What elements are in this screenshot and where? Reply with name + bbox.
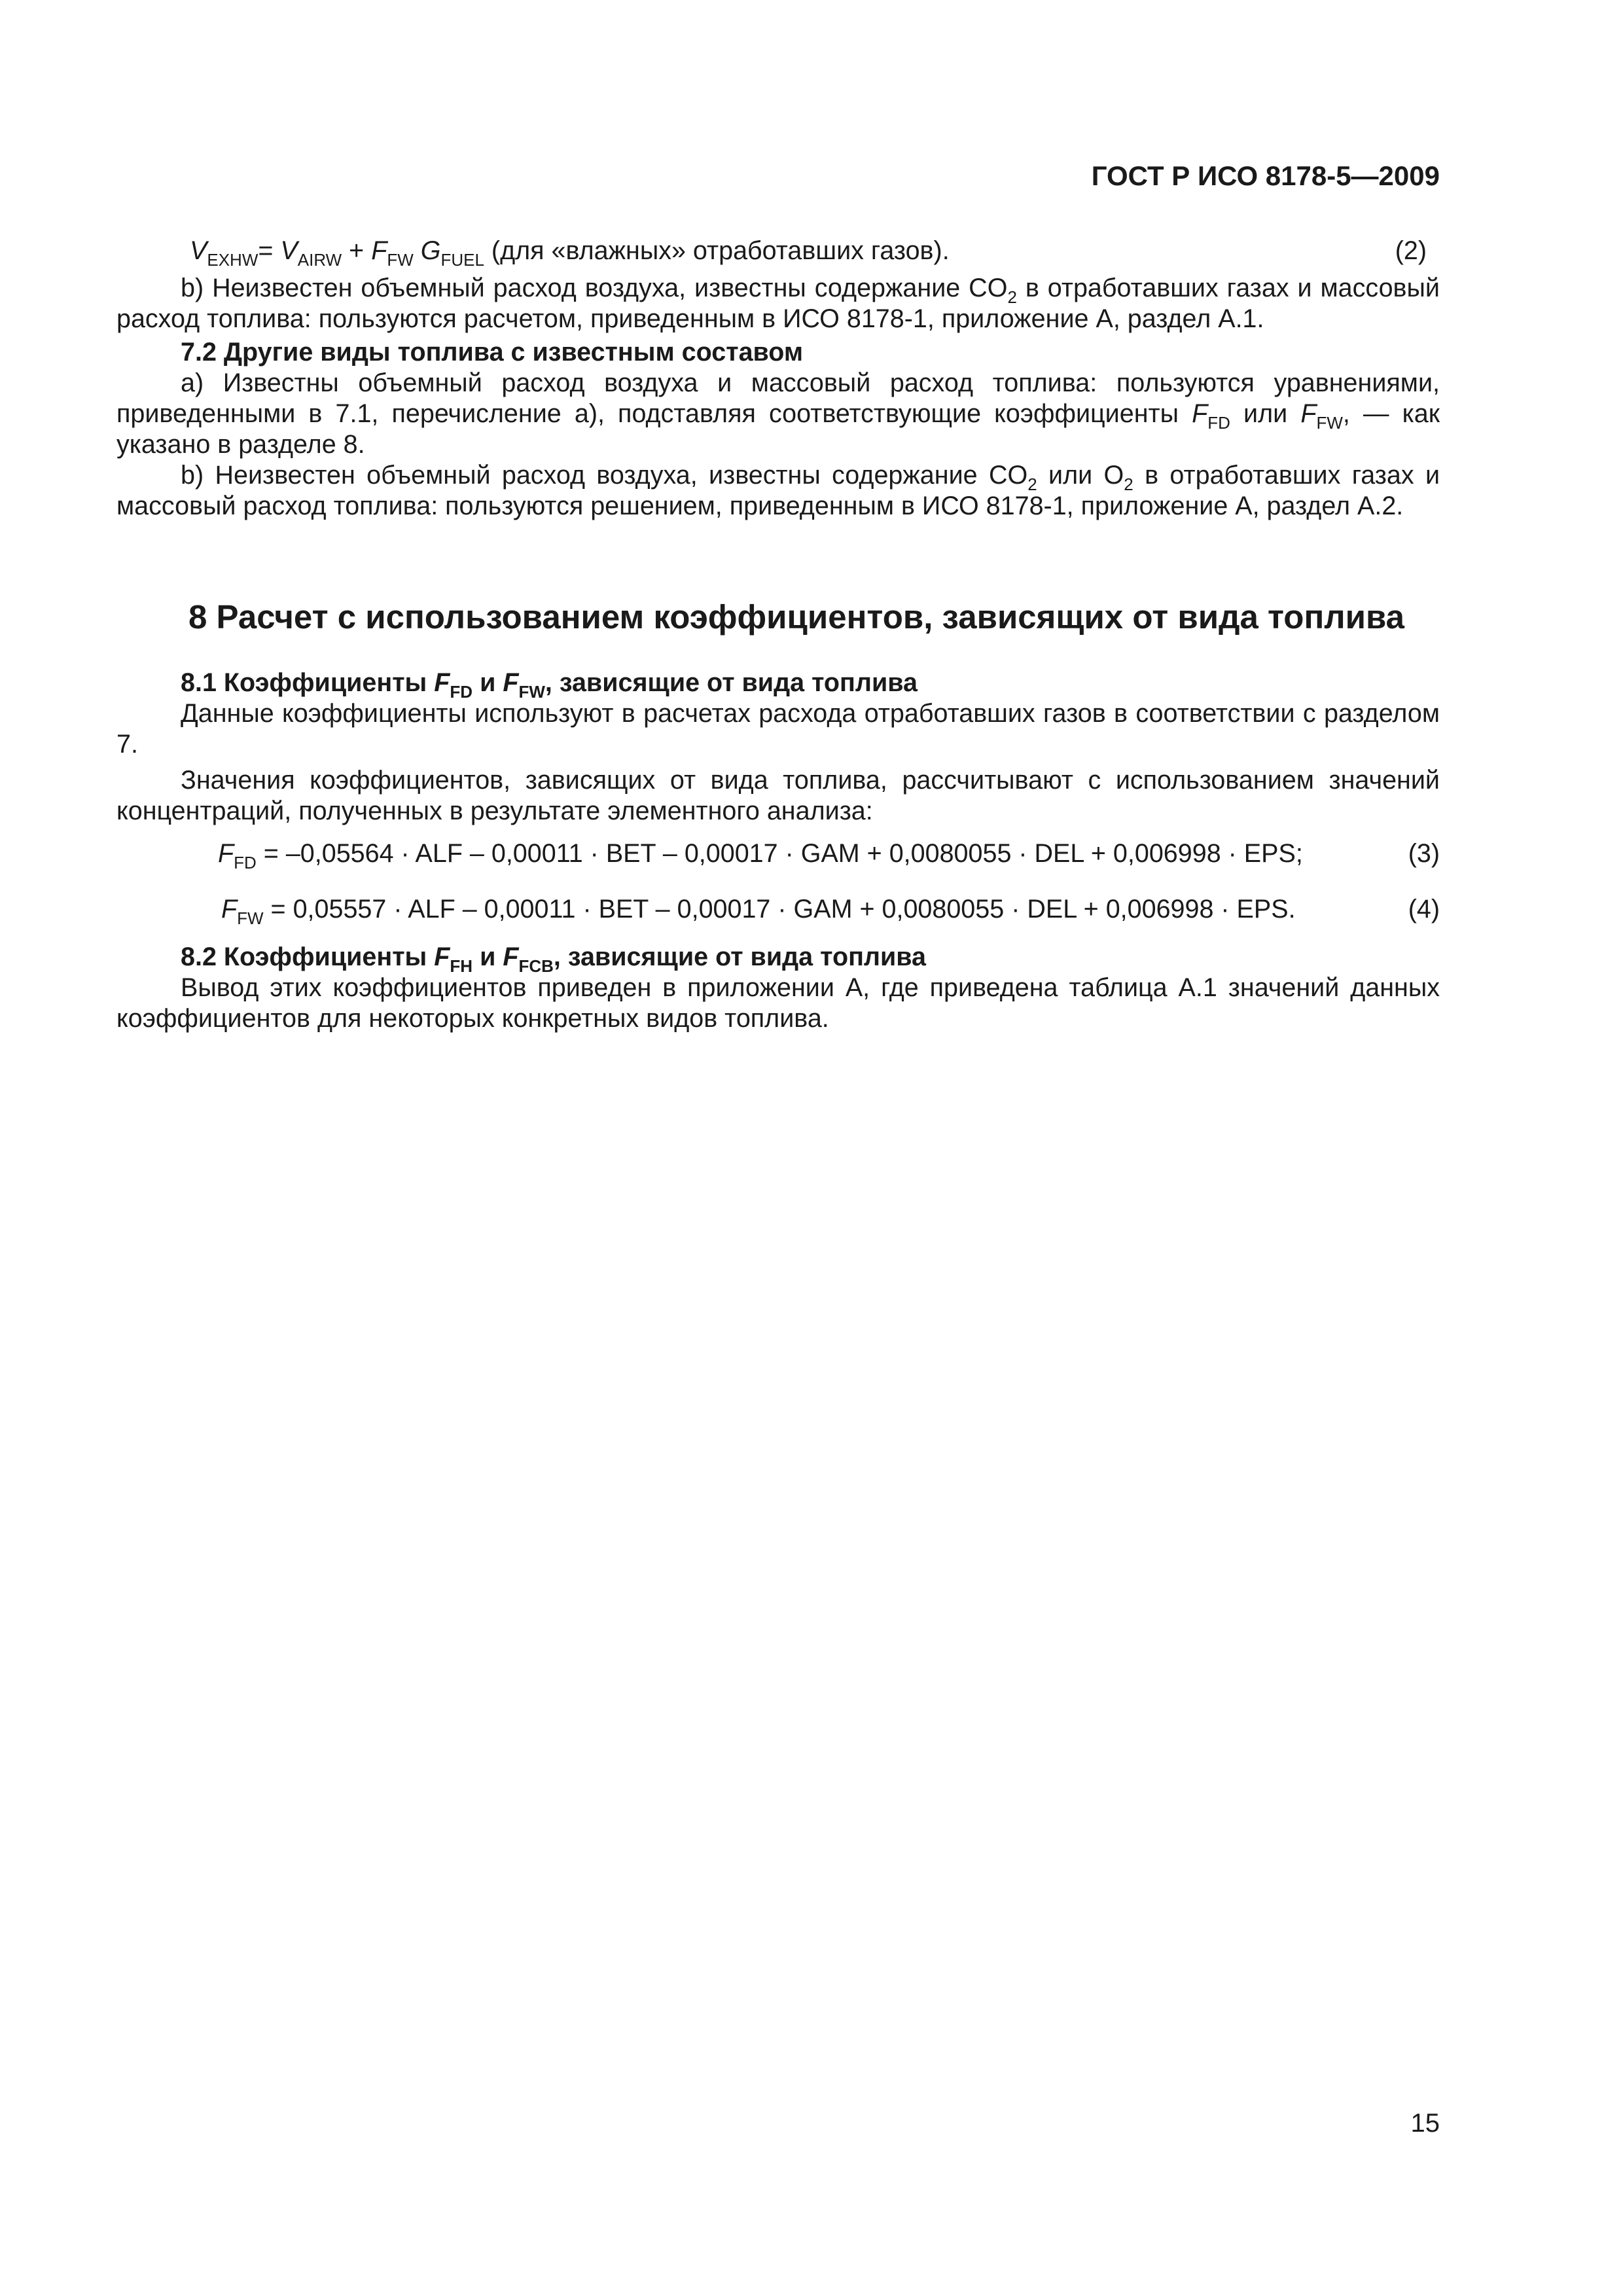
eq2-f-sub: FW	[387, 250, 414, 270]
page-number: 15	[1410, 2109, 1440, 2138]
para-b2-sub2: 2	[1124, 475, 1133, 494]
section-8-heading: 8 Расчет с использованием коэффициентов, зависящих от вида топлива	[188, 598, 1405, 636]
eq2-g: G	[413, 236, 441, 265]
eq2-v: V	[190, 236, 207, 265]
para-b2-sub1: 2	[1027, 475, 1037, 494]
sec81-f1: F	[434, 668, 450, 697]
eq2-number: (2)	[1395, 236, 1427, 265]
sec81-f2: F	[503, 668, 519, 697]
paragraph-8-1-usage: Данные коэффициенты используют в расчетах расхода отработавших газов в соответствии с разделом 7.	[116, 699, 1440, 759]
sec81-text2: , зависящие от вида топлива	[544, 668, 918, 697]
para-a2-f2-sub: FW	[1316, 413, 1343, 433]
eq2-v2: V	[280, 236, 298, 265]
para-a2-mid: или	[1230, 399, 1301, 428]
para-b2-text1: b) Неизвестен объемный расход воздуха, известны содержание CO	[181, 461, 1028, 490]
equation-2	[116, 236, 1440, 270]
eq2-text: (для «влажных» отработавших газов).	[484, 236, 950, 265]
section-7-2-heading: 7.2 Другие виды топлива с известным составом	[181, 338, 804, 367]
sec81-mid: и	[473, 668, 503, 697]
paragraph-8-2: Вывод этих коэффициентов приведен в приложении А, где приведена таблица А.1 значений данных коэффициентов для некоторых конкретных видов топлива.	[116, 973, 1440, 1033]
paragraph-b-o2	[116, 460, 1440, 522]
sec82-text1: 8.2 Коэффициенты	[181, 942, 435, 971]
eq3-text: = –0,05564 · ALF – 0,00011 · BET – 0,00017 · GAM + 0,0080055 · DEL + 0,006998 · EPS;	[256, 839, 1303, 868]
eq2-plus: +	[342, 236, 372, 265]
section-8-1-heading	[116, 668, 1440, 702]
para-b1-sub: 2	[1007, 287, 1017, 307]
eq4-text: = 0,05557 · ALF – 0,00011 · BET – 0,00017 · GAM + 0,0080055 · DEL + 0,006998 · EPS.	[263, 895, 1296, 924]
eq2-f: F	[371, 236, 387, 265]
sec82-f2-sub: FCB	[518, 956, 554, 976]
eq2-equals: =	[258, 236, 281, 265]
sec82-mid: и	[473, 942, 503, 971]
section-8-body	[116, 668, 1440, 1034]
para-a2-text2: , — как указано в разделе 8.	[116, 399, 1440, 459]
para-a2-f1: F	[1192, 399, 1208, 428]
equation-4	[116, 894, 1440, 928]
paragraph-8-1-values: Значения коэффициентов, зависящих от вида топлива, рассчитывают с использованием значений концентраций, полученных в результате элементного анализа:	[116, 766, 1440, 825]
eq3-f: F	[218, 839, 234, 868]
para-a2-f1-sub: FD	[1207, 413, 1230, 433]
paragraph-b-co2	[116, 273, 1440, 334]
para-b2-text3: в отработавших газах и массовый расход топлива: пользуются решением, приведенным в ИСО 8178-1, приложение А, раздел А.2.	[116, 461, 1440, 520]
para-b2-text2: или O	[1037, 461, 1124, 490]
sec81-f1-sub: FD	[450, 682, 473, 702]
sec82-text2: , зависящие от вида топлива	[553, 942, 927, 971]
sec82-f1: F	[434, 942, 450, 971]
sec82-f1-sub: FH	[450, 956, 473, 976]
eq3-f-sub: FD	[234, 853, 257, 872]
para-a2-text1: а) Известны объемный расход воздуха и массовый расход топлива: пользуются уравнениями, приведенными в 7.1, перечисление а), подставляя соответствующие коэффициенты	[116, 368, 1440, 428]
sec81-text1: 8.1 Коэффициенты	[181, 668, 435, 697]
eq2-v-sub: EXHW	[207, 250, 259, 270]
eq4-f-sub: FW	[237, 908, 264, 928]
section-7-continuation	[116, 236, 1440, 522]
eq2-g-sub: FUEL	[440, 250, 484, 270]
section-8-2-heading	[116, 942, 1440, 976]
paragraph-a-fuel	[116, 368, 1440, 460]
equation-3	[116, 838, 1440, 872]
sec81-f2-sub: FW	[518, 682, 545, 702]
eq4-number: (4)	[1408, 895, 1440, 924]
eq4-f: F	[221, 895, 238, 924]
para-b1-text1: b) Неизвестен объемный расход воздуха, известны содержание CO	[181, 274, 1008, 302]
eq3-number: (3)	[1408, 839, 1440, 868]
sec82-f2: F	[503, 942, 519, 971]
para-a2-f2: F	[1300, 399, 1317, 428]
document-header: ГОСТ Р ИСО 8178-5—2009	[1091, 160, 1440, 191]
para-b1-text2: в отработавших газах и массовый расход топлива: пользуются расчетом, приведенным в ИСО 8178-1, приложение А, раздел А.1.	[116, 274, 1440, 333]
eq2-v2-sub: AIRW	[297, 250, 342, 270]
